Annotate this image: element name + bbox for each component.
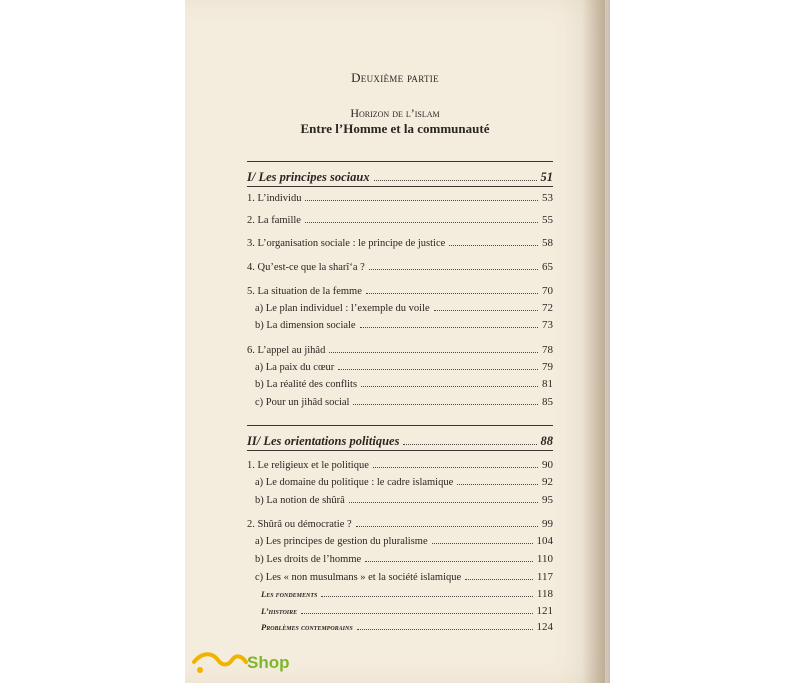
toc-item-label: a) Le plan individuel : l’exemple du voile [255, 303, 430, 314]
toc-item [247, 344, 553, 360]
leader-dots [403, 444, 536, 445]
toc-item [247, 237, 553, 253]
toc-page: 95 [542, 494, 553, 506]
toc-item [247, 261, 553, 277]
leader-dots [305, 222, 538, 223]
toc-page: 78 [542, 344, 553, 356]
toc-page: 55 [542, 214, 553, 226]
toc-item [247, 285, 553, 301]
toc-page: 121 [536, 605, 553, 617]
toc-section [247, 434, 553, 450]
leader-dots [365, 561, 533, 562]
leader-dots [449, 245, 538, 246]
toc-subsubitem [247, 621, 553, 637]
toc-page: 65 [542, 261, 553, 273]
leader-dots [321, 596, 533, 597]
leader-dots [361, 386, 538, 387]
toc-item-label: 5. La situation de la femme [247, 286, 362, 297]
toc-page: 58 [542, 237, 553, 249]
leader-dots [366, 293, 538, 294]
toc-subitem [247, 319, 553, 335]
toc-section-label: I/ Les principes sociaux [247, 170, 370, 184]
toc-item-label: 6. L’appel au jihâd [247, 345, 326, 356]
toc-item-label: 2. La famille [247, 215, 301, 226]
leader-dots [349, 502, 538, 503]
toc-item-label: b) Les droits de l’homme [255, 554, 362, 565]
leader-dots [457, 484, 538, 485]
toc-item-label: b) La dimension sociale [255, 320, 356, 331]
leader-dots [301, 613, 532, 614]
toc-page: 70 [542, 285, 553, 297]
toc-subitem [247, 302, 553, 318]
toc-subitem [247, 571, 553, 587]
toc-subitem [247, 361, 553, 377]
leader-dots [373, 467, 538, 468]
toc-item-label: 1. L’individu [247, 193, 302, 204]
toc-item-label: c) Pour un jihâd social [255, 397, 350, 408]
leader-dots [465, 579, 533, 580]
leader-dots [353, 404, 538, 405]
toc-page: 90 [542, 459, 553, 471]
toc-page: 85 [542, 396, 553, 408]
section-title: Horizon de l’islam [350, 106, 440, 120]
leader-dots [338, 369, 538, 370]
section-underline [247, 450, 553, 451]
toc-subsubitem [247, 588, 553, 604]
toc-subitem [247, 476, 553, 492]
toc-page: 124 [536, 621, 553, 633]
toc-page: 51 [540, 170, 553, 184]
toc-item [247, 192, 553, 208]
leader-dots [360, 327, 538, 328]
toc-page: 72 [542, 302, 553, 314]
section-underline [247, 186, 553, 187]
toc-item-label: 1. Le religieux et le politique [247, 460, 369, 471]
toc-subitem [247, 494, 553, 510]
toc-page: 88 [540, 434, 553, 448]
toc-subsubitem [247, 605, 553, 621]
toc-item-label: Problèmes contemporains [261, 622, 353, 632]
toc-item-label: 3. L’organisation sociale : le principe de justice [247, 238, 446, 249]
toc-item [247, 459, 553, 475]
toc-page: 81 [542, 378, 553, 390]
toc-page: 79 [542, 361, 553, 373]
toc-item-label: c) Les « non musulmans » et la société islamique [255, 572, 462, 583]
leader-dots [305, 200, 538, 201]
toc-page: 99 [542, 518, 553, 530]
toc-item-label: Les fondements [261, 589, 318, 599]
toc-item-label: b) La réalité des conflits [255, 379, 358, 390]
leader-dots [356, 526, 538, 527]
subtitle: Entre l’Homme et la communauté [300, 121, 490, 136]
toc-page: 92 [542, 476, 553, 488]
section-divider [247, 425, 553, 426]
section-divider [247, 161, 553, 162]
leader-dots [369, 269, 538, 270]
toc-item-label: a) La paix du cœur [255, 362, 335, 373]
page-gutter-shadow [582, 0, 610, 683]
toc-item-label: b) La notion de shûrâ [255, 495, 345, 506]
toc-item-label: 2. Shûrâ ou démocratie ? [247, 519, 352, 530]
toc-page: 110 [536, 553, 553, 565]
toc-subitem [247, 378, 553, 394]
leader-dots [374, 180, 537, 181]
toc-subitem [247, 396, 553, 412]
toc-subitem [247, 535, 553, 551]
toc-item-label: L’histoire [261, 606, 298, 616]
leader-dots [434, 310, 538, 311]
toc-section-label: II/ Les orientations politiques [247, 434, 400, 448]
toc-item [247, 518, 553, 534]
toc-page: 118 [536, 588, 553, 600]
shop-logo-text: Shop [247, 653, 290, 672]
toc-page: 73 [542, 319, 553, 331]
toc-page: 53 [542, 192, 553, 204]
part-title: Deuxième partie [351, 70, 439, 85]
leader-dots [329, 352, 538, 353]
toc-item-label: a) Les principes de gestion du pluralisme [255, 536, 428, 547]
toc-item-label: 4. Qu’est-ce que la sharî‘a ? [247, 262, 365, 273]
toc-page: 104 [536, 535, 553, 547]
toc-item-label: a) Le domaine du politique : le cadre islamique [255, 477, 454, 488]
toc-subitem [247, 553, 553, 569]
leader-dots [432, 543, 533, 544]
toc-page: 117 [536, 571, 553, 583]
leader-dots [357, 629, 533, 630]
toc-section [247, 170, 553, 186]
toc-item [247, 214, 553, 230]
